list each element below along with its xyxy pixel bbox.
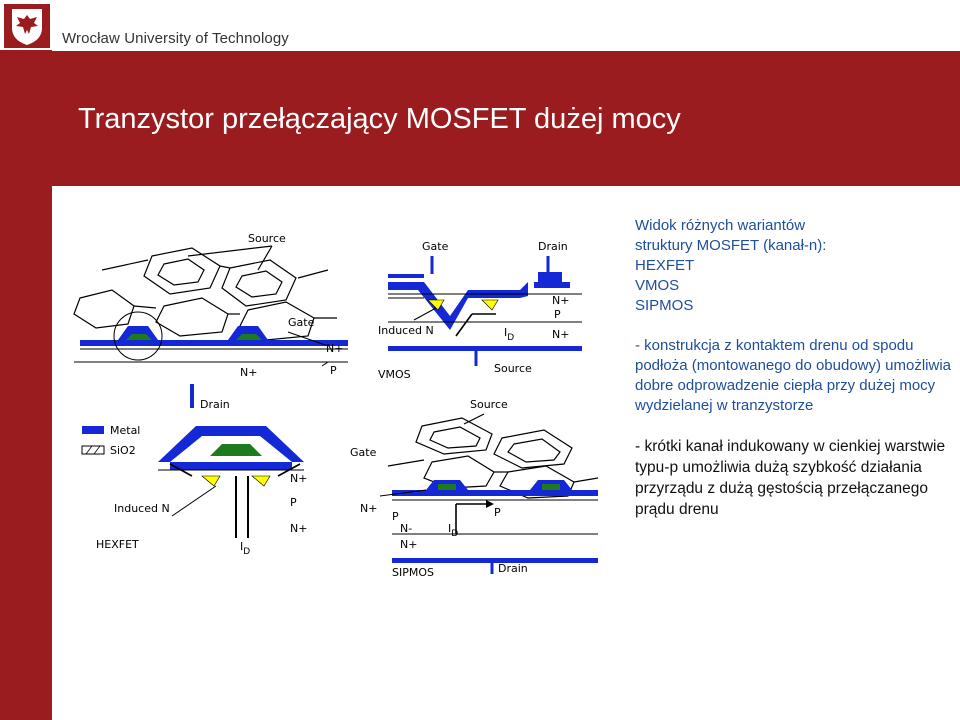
hexfet-cell-detail — [158, 426, 304, 538]
hexfet-cell-p-label: P — [290, 496, 297, 509]
hexfet-gate-label: Gate — [288, 316, 315, 329]
hexfet-cell-nplus-label: N+ — [290, 472, 308, 485]
mosfet-structures-diagram — [52, 186, 634, 720]
sipmos-nplus-label: N+ — [360, 502, 378, 515]
university-name: Wrocław University of Technology — [62, 30, 289, 47]
header — [0, 0, 960, 50]
variant-sipmos: SIPMOS — [635, 297, 694, 314]
bullet-drain-contact: - konstrukcja z kontaktem drenu od spodu podłoża (montowanego do obudowy) umożliwia dobre odprowadzenie ciepła przy dużej mocy wydzielanej w tranzystorze — [635, 337, 952, 414]
legend-sio2-label: SiO2 — [110, 444, 136, 457]
vmos-induced-n-label: Induced N — [378, 324, 434, 337]
hexfet-nplus-label: N+ — [240, 366, 258, 379]
sipmos-drain-label: Drain — [498, 562, 528, 575]
sipmos-p-label: P — [494, 506, 501, 519]
sipmos-source-label: Source — [470, 398, 508, 411]
sipmos-cross-section — [380, 480, 598, 574]
bullet-short-channel: - krótki kanał indukowany w cienkiej warstwie typu-p umożliwia dużą szybkość działania przyrządu z dużą gęstością przełączanego prądu drenu — [635, 438, 946, 518]
sipmos-gate-label: Gate — [350, 446, 377, 459]
vmos-name-label: VMOS — [378, 368, 411, 381]
vmos-id-label: $I_D$ — [504, 326, 515, 343]
eagle-crest-icon — [4, 4, 50, 48]
vmos-nplus-label: N+ — [552, 294, 570, 307]
vmos-source-label: Source — [494, 362, 532, 375]
hexfet-source-label: Source — [248, 232, 286, 245]
sipmos-p-label: P — [392, 510, 399, 523]
vmos-p-label: P — [554, 308, 561, 321]
intro-line: Widok różnych wariantów — [635, 217, 806, 234]
sipmos-nminus-label: N- — [400, 522, 413, 535]
hexfet-name-label: HEXFET — [96, 538, 139, 551]
hexfet-induced-n-label: Induced N — [114, 502, 170, 515]
variant-hexfet: HEXFET — [635, 257, 695, 274]
vmos-structure — [388, 256, 582, 366]
legend-metal-swatch — [82, 426, 104, 434]
intro-line: struktury MOSFET (kanał-n): — [635, 237, 827, 254]
slide-title: Tranzystor przełączający MOSFET dużej mocy — [78, 103, 681, 135]
hexfet-id-label: $I_D$ — [240, 540, 251, 557]
hexfet-p-label: P — [330, 364, 337, 377]
variant-vmos: VMOS — [635, 277, 680, 294]
vmos-nplus-label: N+ — [552, 328, 570, 341]
sipmos-id-label: $I_D$ — [448, 522, 459, 539]
description-panel — [635, 216, 957, 520]
sipmos-nplus-label: N+ — [400, 538, 418, 551]
vmos-drain-label: Drain — [538, 240, 568, 253]
title-band — [0, 51, 960, 186]
hexfet-nplus-label: N+ — [326, 342, 344, 355]
sipmos-name-label: SIPMOS — [392, 566, 434, 579]
hexfet-cell-nplus-label: N+ — [290, 522, 308, 535]
hexfet-drain-label: Drain — [200, 398, 230, 411]
legend-sio2-swatch — [82, 446, 104, 454]
legend-metal-label: Metal — [110, 424, 141, 437]
vmos-gate-label: Gate — [422, 240, 449, 253]
